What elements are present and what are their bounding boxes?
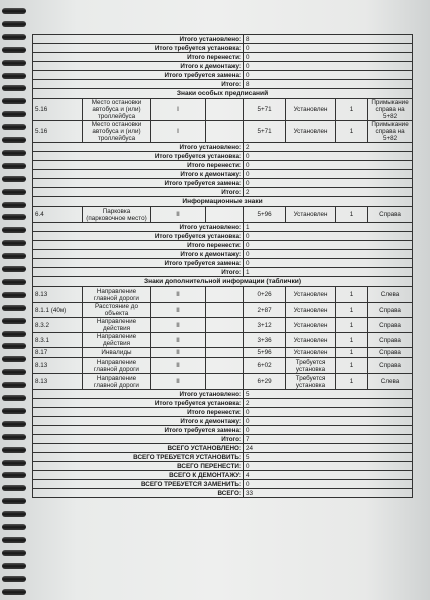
total-label: Итого требуется замена: <box>33 259 244 268</box>
binding-coil <box>2 343 26 349</box>
binding-coil <box>2 305 26 311</box>
total-value: 8 <box>244 35 413 44</box>
sign-km: 5+71 <box>244 99 286 121</box>
total-value: 0 <box>244 417 413 426</box>
binding-coil <box>2 8 26 14</box>
grand-total-row <box>33 462 413 471</box>
total-value: 2 <box>244 143 413 152</box>
sign-row <box>33 121 413 143</box>
sign-side: Справа <box>368 333 413 348</box>
sign-code: 5.16 <box>33 99 83 121</box>
total-row <box>33 268 413 277</box>
total-value: 0 <box>244 232 413 241</box>
sign-name: Инвалиды <box>83 348 151 358</box>
total-label: Итого к демонтажу: <box>33 170 244 179</box>
section-header-row <box>33 197 413 207</box>
total-row <box>33 143 413 152</box>
total-row <box>33 408 413 417</box>
total-label: Итого: <box>33 435 244 444</box>
total-row <box>33 241 413 250</box>
sign-qty: 1 <box>336 333 368 348</box>
total-value: 7 <box>244 435 413 444</box>
sign-code: 8.17 <box>33 348 83 358</box>
total-row <box>33 152 413 161</box>
sign-row <box>33 374 413 390</box>
binding-coil <box>2 511 26 517</box>
sign-blank <box>206 348 244 358</box>
total-row <box>33 426 413 435</box>
total-label: Итого к демонтажу: <box>33 417 244 426</box>
sign-code: 8.13 <box>33 358 83 374</box>
total-label: Итого перенести: <box>33 241 244 250</box>
total-row <box>33 259 413 268</box>
total-label: Итого установлено: <box>33 143 244 152</box>
sign-status: Установлен <box>286 318 336 333</box>
total-label: ВСЕГО УСТАНОВЛЕНО: <box>33 444 244 453</box>
sign-qty: 1 <box>336 303 368 318</box>
total-row <box>33 232 413 241</box>
sign-qty: 1 <box>336 358 368 374</box>
binding-coil <box>2 266 26 272</box>
sign-row <box>33 303 413 318</box>
sign-status: Требуется установка <box>286 374 336 390</box>
binding-coil <box>2 279 26 285</box>
sign-size: II <box>151 318 206 333</box>
sign-qty: 1 <box>336 121 368 143</box>
sign-km: 3+12 <box>244 318 286 333</box>
section-title: Информационные знаки <box>33 197 413 207</box>
sign-name: Направление главной дороги <box>83 287 151 303</box>
total-row <box>33 179 413 188</box>
document-sheet <box>32 34 412 498</box>
sign-qty: 1 <box>336 318 368 333</box>
sign-blank <box>206 358 244 374</box>
total-label: Итого требуется замена: <box>33 426 244 435</box>
binding-coil <box>2 176 26 182</box>
sign-size: II <box>151 374 206 390</box>
sign-km: 5+96 <box>244 207 286 223</box>
total-label: ВСЕГО ПЕРЕНЕСТИ: <box>33 462 244 471</box>
total-label: Итого требуется установка: <box>33 152 244 161</box>
section-header-row <box>33 277 413 287</box>
total-value: 4 <box>244 471 413 480</box>
total-label: Итого: <box>33 188 244 197</box>
sign-status: Установлен <box>286 121 336 143</box>
sign-qty: 1 <box>336 99 368 121</box>
total-label: Итого требуется замена: <box>33 71 244 80</box>
binding-coil <box>2 356 26 362</box>
total-label: Итого требуется замена: <box>33 179 244 188</box>
sign-status: Установлен <box>286 207 336 223</box>
total-value: 5 <box>244 390 413 399</box>
total-label: Итого требуется установка: <box>33 399 244 408</box>
total-value: 0 <box>244 170 413 179</box>
binding-coil <box>2 563 26 569</box>
total-row <box>33 35 413 44</box>
sign-name: Направление главной дороги <box>83 374 151 390</box>
total-row <box>33 399 413 408</box>
total-value: 1 <box>244 268 413 277</box>
total-label: ВСЕГО ТРЕБУЕТСЯ ЗАМЕНИТЬ: <box>33 480 244 489</box>
total-value: 0 <box>244 426 413 435</box>
section-title: Знаки особых предписаний <box>33 89 413 99</box>
total-value: 0 <box>244 44 413 53</box>
binding-coil <box>2 589 26 595</box>
sign-code: 8.3.2 <box>33 318 83 333</box>
total-value: 0 <box>244 71 413 80</box>
sign-qty: 1 <box>336 374 368 390</box>
binding-coil <box>2 576 26 582</box>
sign-size: I <box>151 99 206 121</box>
binding-coil <box>2 369 26 375</box>
sign-side: Справа <box>368 318 413 333</box>
binding-coil <box>2 111 26 117</box>
total-label: Итого требуется установка: <box>33 232 244 241</box>
sign-status: Установлен <box>286 287 336 303</box>
binding-coil <box>2 98 26 104</box>
sign-status: Установлен <box>286 303 336 318</box>
sign-row <box>33 99 413 121</box>
total-row <box>33 390 413 399</box>
total-label: Итого к демонтажу: <box>33 250 244 259</box>
binding-coil <box>2 537 26 543</box>
binding-coil <box>2 434 26 440</box>
total-value: 0 <box>244 152 413 161</box>
binding-coil <box>2 202 26 208</box>
total-value: 2 <box>244 399 413 408</box>
total-label: ВСЕГО: <box>33 489 244 498</box>
total-label: Итого: <box>33 80 244 89</box>
total-label: Итого к демонтажу: <box>33 62 244 71</box>
sign-blank <box>206 99 244 121</box>
sign-qty: 1 <box>336 207 368 223</box>
total-value: 8 <box>244 80 413 89</box>
total-label: Итого перенести: <box>33 161 244 170</box>
sign-blank <box>206 303 244 318</box>
total-row <box>33 417 413 426</box>
total-label: Итого установлено: <box>33 223 244 232</box>
total-label: ВСЕГО К ДЕМОНТАЖУ: <box>33 471 244 480</box>
section-header-row <box>33 89 413 99</box>
binding-coil <box>2 318 26 324</box>
binding-coil <box>2 214 26 220</box>
sign-name: Расстояние до объекта <box>83 303 151 318</box>
sign-side: Справа <box>368 207 413 223</box>
total-value: 0 <box>244 62 413 71</box>
total-label: ВСЕГО ТРЕБУЕТСЯ УСТАНОВИТЬ: <box>33 453 244 462</box>
total-value: 33 <box>244 489 413 498</box>
binding-coil <box>2 408 26 414</box>
grand-total-row <box>33 471 413 480</box>
sign-size: II <box>151 358 206 374</box>
sign-qty: 1 <box>336 348 368 358</box>
total-row <box>33 71 413 80</box>
grand-total-row <box>33 444 413 453</box>
sign-row <box>33 348 413 358</box>
total-value: 0 <box>244 241 413 250</box>
sign-code: 6.4 <box>33 207 83 223</box>
binding-coil <box>2 73 26 79</box>
spiral-binding <box>0 0 22 600</box>
total-label: Итого: <box>33 268 244 277</box>
binding-coil <box>2 227 26 233</box>
binding-coil <box>2 292 26 298</box>
sign-km: 2+87 <box>244 303 286 318</box>
binding-coil <box>2 550 26 556</box>
sign-status: Установлен <box>286 99 336 121</box>
sign-km: 0+26 <box>244 287 286 303</box>
sign-code: 8.13 <box>33 374 83 390</box>
total-row <box>33 44 413 53</box>
sign-size: II <box>151 303 206 318</box>
sign-side: Справа <box>368 303 413 318</box>
sign-side: Слева <box>368 374 413 390</box>
binding-coil <box>2 163 26 169</box>
binding-coil <box>2 47 26 53</box>
binding-coil <box>2 331 26 337</box>
total-row <box>33 188 413 197</box>
total-row <box>33 250 413 259</box>
sign-blank <box>206 374 244 390</box>
sign-name: Парковка (парковочное место) <box>83 207 151 223</box>
total-row <box>33 53 413 62</box>
total-value: 5 <box>244 453 413 462</box>
sign-status: Установлен <box>286 333 336 348</box>
total-value: 0 <box>244 462 413 471</box>
binding-coil <box>2 21 26 27</box>
signs-table <box>32 34 413 498</box>
binding-coil <box>2 421 26 427</box>
sign-side: Примыкание справа на 5+82 <box>368 121 413 143</box>
binding-coil <box>2 60 26 66</box>
total-row <box>33 62 413 71</box>
binding-coil <box>2 485 26 491</box>
sign-row <box>33 207 413 223</box>
sign-side: Примыкание справа на 5+82 <box>368 99 413 121</box>
binding-coil <box>2 447 26 453</box>
total-label: Итого установлено: <box>33 390 244 399</box>
binding-coil <box>2 524 26 530</box>
sign-km: 5+71 <box>244 121 286 143</box>
sign-blank <box>206 287 244 303</box>
sign-code: 8.13 <box>33 287 83 303</box>
grand-total-row <box>33 480 413 489</box>
total-label: Итого перенести: <box>33 408 244 417</box>
binding-coil <box>2 498 26 504</box>
sign-name: Место остановки автобуса и (или) троллейбуса <box>83 99 151 121</box>
sign-blank <box>206 333 244 348</box>
sign-status: Установлен <box>286 348 336 358</box>
binding-coil <box>2 150 26 156</box>
sign-size: II <box>151 348 206 358</box>
sign-size: II <box>151 207 206 223</box>
grand-total-row <box>33 489 413 498</box>
sign-km: 6+29 <box>244 374 286 390</box>
binding-coil <box>2 395 26 401</box>
total-value: 0 <box>244 161 413 170</box>
sign-row <box>33 318 413 333</box>
section-title: Знаки дополнительной информации (таблички) <box>33 277 413 287</box>
binding-coil <box>2 382 26 388</box>
total-label: Итого перенести: <box>33 53 244 62</box>
sign-name: Место остановки автобуса и (или) троллейбуса <box>83 121 151 143</box>
sign-row <box>33 287 413 303</box>
sign-size: I <box>151 121 206 143</box>
total-value: 2 <box>244 188 413 197</box>
sign-side: Слева <box>368 287 413 303</box>
total-row <box>33 80 413 89</box>
sign-code: 5.16 <box>33 121 83 143</box>
sign-blank <box>206 318 244 333</box>
binding-coil <box>2 472 26 478</box>
binding-coil <box>2 85 26 91</box>
binding-coil <box>2 240 26 246</box>
sign-name: Направление действия <box>83 318 151 333</box>
total-value: 24 <box>244 444 413 453</box>
binding-coil <box>2 137 26 143</box>
sign-qty: 1 <box>336 287 368 303</box>
sign-status: Требуется установка <box>286 358 336 374</box>
sign-blank <box>206 207 244 223</box>
total-value: 0 <box>244 480 413 489</box>
sign-side: Справа <box>368 358 413 374</box>
sign-code: 8.1.1 (40м) <box>33 303 83 318</box>
binding-coil <box>2 124 26 130</box>
binding-coil <box>2 460 26 466</box>
total-value: 0 <box>244 259 413 268</box>
total-value: 0 <box>244 408 413 417</box>
grand-total-row <box>33 453 413 462</box>
binding-coil <box>2 34 26 40</box>
total-row <box>33 435 413 444</box>
total-value: 1 <box>244 223 413 232</box>
total-value: 0 <box>244 179 413 188</box>
total-row <box>33 170 413 179</box>
total-row <box>33 223 413 232</box>
binding-coil <box>2 189 26 195</box>
sign-code: 8.3.1 <box>33 333 83 348</box>
total-value: 0 <box>244 53 413 62</box>
total-row <box>33 161 413 170</box>
total-value: 0 <box>244 250 413 259</box>
sign-row <box>33 333 413 348</box>
sign-km: 3+36 <box>244 333 286 348</box>
sign-km: 6+02 <box>244 358 286 374</box>
total-label: Итого требуется установка: <box>33 44 244 53</box>
total-label: Итого установлено: <box>33 35 244 44</box>
sign-name: Направление главной дороги <box>83 358 151 374</box>
sign-side: Справа <box>368 348 413 358</box>
sign-size: II <box>151 287 206 303</box>
binding-coil <box>2 253 26 259</box>
sign-name: Направление действия <box>83 333 151 348</box>
sign-row <box>33 358 413 374</box>
sign-km: 5+96 <box>244 348 286 358</box>
sign-size: II <box>151 333 206 348</box>
sign-blank <box>206 121 244 143</box>
